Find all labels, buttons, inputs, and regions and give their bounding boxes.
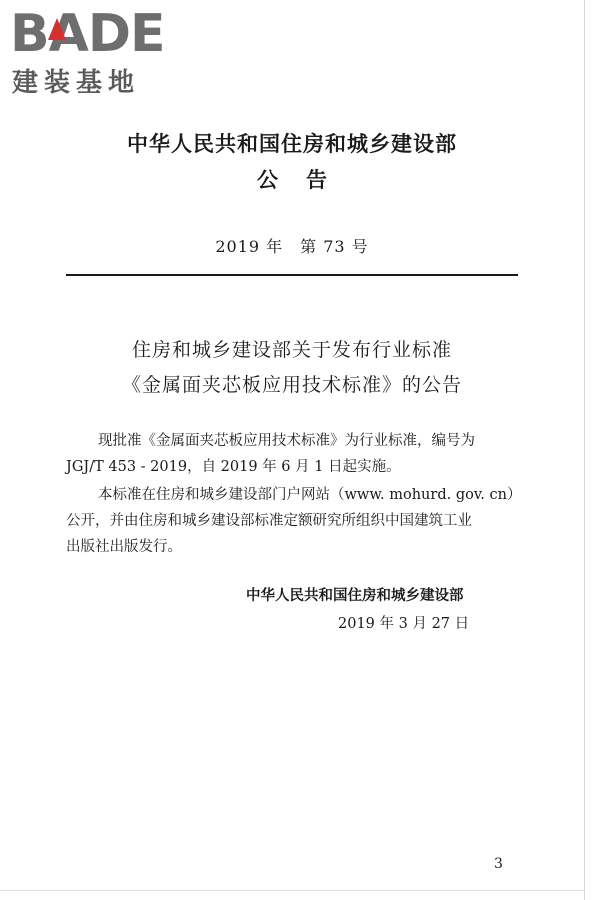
signature: 中华人民共和国住房和城乡建设部	[246, 588, 464, 604]
para2-line-2: 公开，并由住房和城乡建设部标准定额研究所组织中国建筑工业	[66, 513, 472, 529]
doc-number: 2019 年 第 73 号	[215, 237, 369, 256]
body-paragraph-2	[66, 482, 526, 560]
page-number: 3	[494, 856, 503, 872]
brand-logo	[10, 4, 180, 104]
announcement-title-line-2: 《金属面夹芯板应用技术标准》的公告	[121, 374, 462, 396]
issue-date: 2019 年 3 月 27 日	[338, 616, 470, 632]
page-edge-right	[584, 0, 585, 900]
para2-line-3: 出版社出版发行。	[66, 539, 182, 555]
header-divider	[66, 274, 518, 276]
para1-line-2: JGJ/T 453 - 2019，自 2019 年 6 月 1 日起实施。	[66, 459, 401, 475]
logo-wordmark: BADE	[10, 4, 165, 64]
logo-accent-triangle-icon	[48, 18, 66, 40]
page-edge-bottom	[0, 890, 584, 891]
para1-line-1: 现批准《金属面夹芯板应用技术标准》为行业标准，编号为	[98, 433, 475, 449]
doc-type-heading: 公告	[257, 168, 355, 192]
para2-line-1: 本标准在住房和城乡建设部门户网站（www. mohurd. gov. cn）	[98, 487, 522, 503]
announcement-title-line-1: 住房和城乡建设部关于发布行业标准	[131, 339, 452, 361]
logo-subtitle: 建装基地	[12, 68, 141, 98]
body-paragraph-1	[66, 428, 526, 480]
issuer-heading: 中华人民共和国住房和城乡建设部	[127, 132, 457, 156]
